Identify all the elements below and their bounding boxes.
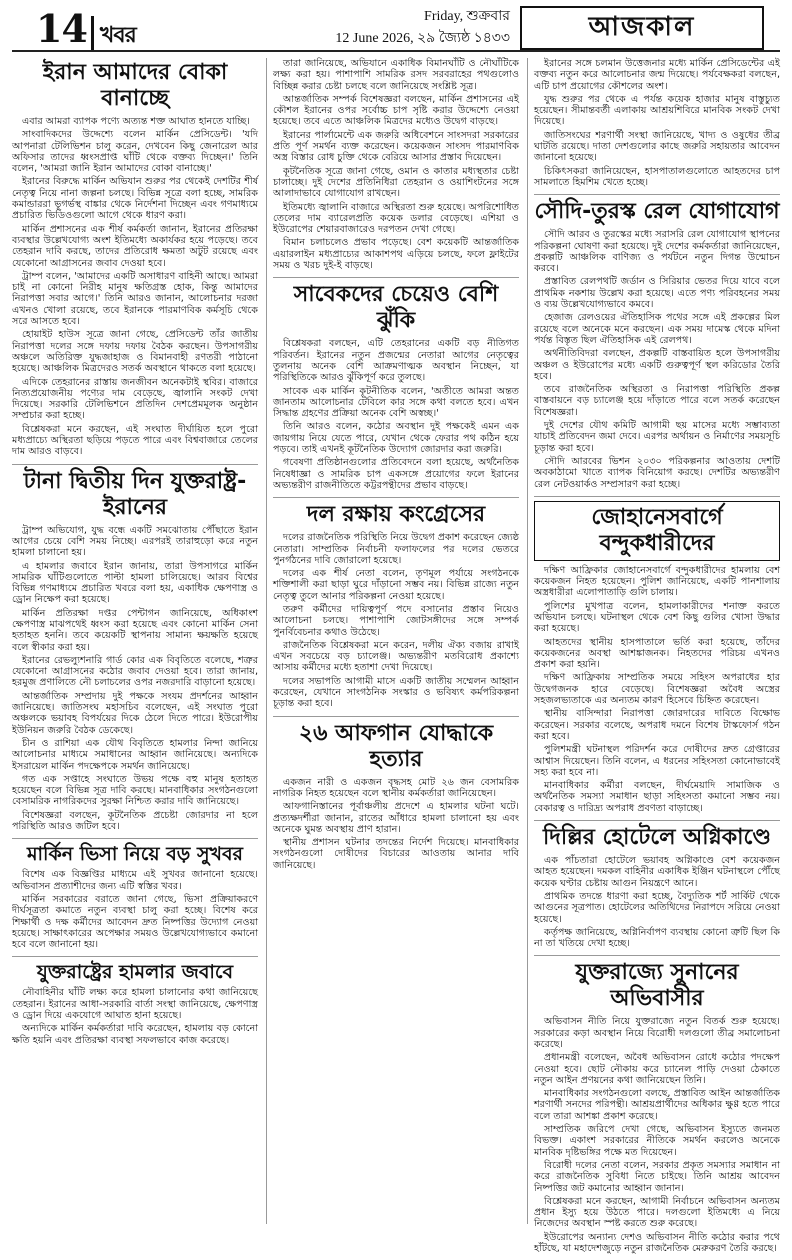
paragraph: বিমান চলাচলেও প্রভাব পড়েছে। বেশ কয়েকটি আন্তর্জাতিক এয়ারলাইন মধ্যপ্রাচ্যের আকাশপথ এড়িয়ে চলছে, ফলে ফ্লাইটের সময় ও খরচ দুই-ই বাড়ছে।	[273, 237, 519, 272]
article-continued	[534, 58, 780, 195]
headline: টানা দ্বিতীয় দিন যুক্তরাষ্ট্র-ইরানের	[23, 468, 247, 520]
page-number-block	[36, 6, 136, 55]
headline: দল রক্ষায় কংগ্রেসের	[306, 502, 486, 528]
article-delhi	[534, 825, 780, 956]
paragraph: গত এক সপ্তাহে সংঘাতে উভয় পক্ষে বহু মানুষ হতাহত হয়েছেন বলে বিভিন্ন সূত্র দাবি করছে। মানবাধিকার সংগঠনগুলো বেসামরিক নাগরিকদের সুরক্ষা নিশ্চিত করার দাবি জানিয়েছে।	[12, 773, 258, 808]
date-label: 12 June 2026, ২৯ জ্যৈষ্ঠ ১৪৩৩	[335, 31, 510, 46]
article-sabek	[273, 282, 519, 498]
column-1	[12, 58, 258, 1224]
column-3	[527, 58, 780, 1255]
paragraph: পুলিশের মুখপাত্র বলেন, হামলাকারীদের শনাক্ত করতে অভিযান চলছে। ঘটনাস্থল থেকে বেশ কিছু গুলির খোসা উদ্ধার করা হয়েছে।	[534, 600, 780, 635]
section-name: খবর	[99, 22, 136, 48]
paragraph: ইউরোপের অন্যান্য দেশও অভিবাসন নীতি কঠোর করার পথে হাঁটছে, যা মহাদেশজুড়ে নতুন রাজনৈতিক মেরুকরণ তৈরি করছে।	[534, 1231, 780, 1255]
masthead	[12, 0, 780, 52]
paragraph: বিশ্লেষকরা মনে করছেন, এই সংঘাত দীর্ঘায়িত হলে পুরো মধ্যপ্রাচ্যে অস্থিরতা ছড়িয়ে পড়তে পারে এবং বিশ্ববাজারে তেলের দাম আরও বাড়বে।	[12, 423, 258, 458]
paragraph: তরুণ কর্মীদের দায়িত্বপূর্ণ পদে বসানোর প্রস্তাব নিয়েও আলোচনা চলছে। পাশাপাশি জোটসঙ্গীদের সঙ্গে সম্পর্ক পুনর্বিবেচনার কথাও উঠেছে।	[273, 603, 519, 638]
paragraph: আন্তর্জাতিক সম্পর্ক বিশেষজ্ঞরা বলছেন, মার্কিন প্রশাসনের এই কৌশল ইরানের ওপর সর্বোচ্চ চাপ সৃষ্টি করার উদ্দেশ্যে নেওয়া হয়েছে। তবে এতে আঞ্চলিক মিত্রদের মধ্যেও উদ্বেগ বাড়ছে।	[273, 93, 519, 128]
paragraph: আন্তর্জাতিক সম্প্রদায় দুই পক্ষকে সংযম প্রদর্শনের আহ্বান জানিয়েছে। জাতিসংঘ মহাসচিব বলেছেন, এই সংঘাত পুরো অঞ্চলকে ভয়াবহ বিপর্যয়ের দিকে ঠেলে দিতে পারে। ইউরোপীয় ইউনিয়ন জরুরি বৈঠক ডেকেছে।	[12, 690, 258, 736]
article-tana	[12, 469, 258, 840]
paragraph: সাম্প্রতিক জরিপে দেখা গেছে, অভিবাসন ইস্যুতে জনমত বিভক্ত। একাংশ সরকারের নীতিকে সমর্থন করলেও অনেকে মানবিক দৃষ্টিভঙ্গির পক্ষে মত দিয়েছেন।	[534, 1124, 780, 1158]
paragraph: ট্রাম্প বলেন, 'আমাদের একটি অসাধারণ বাহিনী আছে। আমরা চাই না কোনো নিরীহ মানুষ ক্ষতিগ্রস্ত হোক, কিন্তু আমাদের নিরাপত্তা সবার আগে।' তিনি আরও জানান, আলোচনার দরজা এখনও খোলা রয়েছে, তবে ইরানকে পারমাণবিক কর্মসূচি থেকে সরে আসতে হবে।	[12, 270, 258, 328]
column-2	[266, 58, 519, 1224]
paragraph: চীন ও রাশিয়া এক যৌথ বিবৃতিতে হামলার নিন্দা জানিয়ে আলোচনার মাধ্যমে সমাধানের আহ্বান জানিয়েছে। অন্যদিকে ইসরায়েল মার্কিন পদক্ষেপকে সমর্থন জানিয়েছে।	[12, 737, 258, 772]
paragraph: অর্থনীতিবিদরা বলছেন, প্রকল্পটি বাস্তবায়িত হলে উপসাগরীয় অঞ্চল ও ইউরোপের মধ্যে একটি গুরুত্বপূর্ণ স্থল করিডোর তৈরি হবে।	[534, 348, 780, 382]
paragraph: যুদ্ধ শুরুর পর থেকে এ পর্যন্ত কয়েক হাজার মানুষ বাস্তুচ্যুত হয়েছেন। সীমান্তবর্তী এলাকায় আশ্রয়শিবিরে মানবিক সংকট দেখা দিয়েছে।	[534, 93, 780, 128]
headline: দিল্লির হোটেলে অগ্নিকাণ্ডে	[543, 825, 771, 851]
paragraph: বিশেষজ্ঞরা বলছেন, কূটনৈতিক প্রচেষ্টা জোরদার না হলে পরিস্থিতি আরও জটিল হবে।	[12, 809, 258, 833]
columns	[12, 52, 780, 1255]
paragraph: প্রস্তাবিত রেলপথটি জর্ডান ও সিরিয়ার ভেতর দিয়ে যাবে বলে প্রাথমিক নকশায় উল্লেখ করা হয়েছে। এতে পণ্য পরিবহনের সময় ও ব্যয় উল্লেখযোগ্যভাবে কমবে।	[534, 276, 780, 311]
headline: যুক্তরাষ্ট্রের হামলার জবাবে	[36, 961, 234, 984]
dateline	[335, 6, 510, 50]
paragraph: মার্কিন প্রতিরক্ষা দপ্তর পেন্টাগন জানিয়েছে, অধিকাংশ ক্ষেপণাস্ত্র মাঝপথেই ধ্বংস করা হয়েছে এবং কোনো মার্কিন সেনা হতাহত হননি। তবে কয়েকটি স্থাপনায় সামান্য ক্ষয়ক্ষতি হয়েছে বলে স্বীকার করা হয়।	[12, 607, 258, 653]
paragraph: দক্ষিণ আফ্রিকার জোহানেসবার্গে বন্দুকধারীদের হামলায় বেশ কয়েকজন নিহত হয়েছেন। পুলিশ জানিয়েছে, একটি পানশালায় অস্ত্রধারীরা এলোপাতাড়ি গুলি চালায়।	[534, 564, 780, 599]
paragraph: ইরানের বিরুদ্ধে মার্কিন অভিযান শুরুর পর থেকেই দেশটির শীর্ষ নেতৃত্ব নিয়ে নানা জল্পনা চলছে। বিভিন্ন সূত্রে বলা হচ্ছে, সামরিক কমান্ডাররা ভূগর্ভস্থ বাঙ্কার থেকে নির্দেশনা দিচ্ছেন এবং গণমাধ্যমে প্রচারিত ভিডিওগুলো আগে থেকে ধারণ করা।	[12, 176, 258, 222]
paragraph: তারা জানিয়েছে, অভিযানে একাধিক বিমানঘাঁটি ও নৌঘাঁটিকে লক্ষ্য করা হয়। পাশাপাশি সামরিক রসদ সরবরাহের পথগুলোও বিচ্ছিন্ন করার চেষ্টা চলছে বলে জানিয়েছে সংশ্লিষ্ট সূত্র।	[273, 58, 519, 92]
paragraph: চিকিৎসকরা জানিয়েছেন, হাসপাতালগুলোতে আহতদের চাপ সামলাতে হিমশিম খেতে হচ্ছে।	[534, 165, 780, 188]
paragraph: রাজনৈতিক বিশ্লেষকরা মনে করেন, দলীয় ঐক্য বজায় রাখাই এখন সবচেয়ে বড় চ্যালেঞ্জ। অভ্যন্তরীণ মতবিরোধ প্রকাশ্যে আসায় কর্মীদের মধ্যে হতাশা দেখা দিয়েছে।	[273, 639, 519, 674]
article-rail	[534, 199, 780, 497]
paragraph: এদিকে তেহরানের রাস্তায় জনজীবন অনেকটাই স্থবির। বাজারে নিত্যপ্রয়োজনীয় পণ্যের দাম বেড়েছে, জ্বালানি সংকট দেখা দিয়েছে। সরকারি টেলিভিশনে প্রতিদিন দেশপ্রেমমূলক অনুষ্ঠান সম্প্রচার করা হচ্ছে।	[12, 376, 258, 422]
article-johannesburg	[534, 501, 780, 821]
paragraph: আহতদের স্থানীয় হাসপাতালে ভর্তি করা হয়েছে, তাঁদের কয়েকজনের অবস্থা আশঙ্কাজনক। নিহতদের পরিচয় এখনও প্রকাশ করা হয়নি।	[534, 636, 780, 671]
paragraph: মার্কিন প্রশাসনের এক শীর্ষ কর্মকর্তা জানান, ইরানের প্রতিরক্ষা ব্যবস্থার উল্লেখযোগ্য অংশ ইতিমধ্যে অকার্যকর হয়ে পড়েছে। তবে তেহরান দাবি করছে, তাদের প্রতিরোধ ক্ষমতা অটুট রয়েছে এবং যেকোনো আগ্রাসনের জবাব দেওয়া হবে।	[12, 223, 258, 269]
paragraph: কূটনৈতিক সূত্রে জানা গেছে, ওমান ও কাতার মধ্যস্থতার চেষ্টা চালাচ্ছে। দুই দেশের প্রতিনিধিরা তেহরান ও ওয়াশিংটনের সঙ্গে আলাদাভাবে যোগাযোগ রাখছেন।	[273, 165, 519, 200]
paragraph: বিরোধী দলের নেতা বলেন, সরকার প্রকৃত সমস্যার সমাধান না করে রাজনৈতিক সুবিধা নিতে চাইছে। তিনি আশ্রয় আবেদন নিষ্পত্তির জট কমানোর আহ্বান জানান।	[534, 1159, 780, 1194]
paragraph: ইরানের রেভল্যুশনারি গার্ড কোর এক বিবৃতিতে বলেছে, শত্রুর যেকোনো আগ্রাসনের কঠোর জবাব দেওয়া হবে। তারা জানায়, হরমুজ প্রণালিতে নৌ চলাচলের ওপর নজরদারি বাড়ানো হয়েছে।	[12, 654, 258, 689]
paragraph: দলের সভাপতি আগামী মাসে একটি জাতীয় সম্মেলন আহ্বান করেছেন, যেখানে সাংগঠনিক সংস্কার ও ভবিষ্যৎ কর্মপরিকল্পনা চূড়ান্ত করা হবে।	[273, 675, 519, 710]
paragraph: মানবাধিকার সংগঠনগুলো বলছে, প্রস্তাবিত আইন আন্তর্জাতিক শরণার্থী সনদের পরিপন্থী। আশ্রয়প্রার্থীদের অধিকার ক্ষুণ্ণ হতে পারে বলে তারা আশঙ্কা প্রকাশ করেছে।	[534, 1088, 780, 1122]
paragraph: এক পাঁচতারা হোটেলে ভয়াবহ অগ্নিকাণ্ডে বেশ কয়েকজন আহত হয়েছেন। দমকল বাহিনীর একাধিক ইঞ্জিন ঘটনাস্থলে পৌঁছে কয়েক ঘণ্টার চেষ্টায় আগুন নিয়ন্ত্রণে আনে।	[534, 855, 780, 889]
paragraph: অন্যদিকে মার্কিন কর্মকর্তারা দাবি করেছেন, হামলায় বড় কোনো ক্ষতি হয়নি এবং প্রতিরক্ষা ব্যবস্থা সফলভাবে কাজ করেছে।	[12, 1023, 258, 1046]
paragraph: ইরানের সঙ্গে চলমান উত্তেজনার মধ্যে মার্কিন প্রেসিডেন্টের এই বক্তব্য নতুন করে আলোচনার জন্ম দিয়েছে। পর্যবেক্ষকরা বলছেন, এটি চাপ প্রয়োগের কৌশলের অংশ।	[534, 58, 780, 92]
paragraph: স্থানীয় প্রশাসন ঘটনার তদন্তের নির্দেশ দিয়েছে। মানবাধিকার সংগঠনগুলো দোষীদের বিচারের আওতায় আনার দাবি জানিয়েছে।	[273, 837, 519, 871]
headline: ২৬ আফগান যোদ্ধাকে হত্যার	[298, 720, 494, 772]
paragraph: জাতিসংঘের শরণার্থী সংস্থা জানিয়েছে, খাদ্য ও ওষুধের তীব্র ঘাটতি রয়েছে। দাতা দেশগুলোর কাছে জরুরি সহায়তার আবেদন জানানো হয়েছে।	[534, 129, 780, 164]
paragraph: বিশেষ এক বিজ্ঞপ্তির মাধ্যমে এই সুখবর জানানো হয়েছে। অভিবাসন প্রত্যাশীদের জন্য এটি স্বস্তির খবর।	[12, 869, 258, 892]
paragraph: অভিবাসন নীতি নিয়ে যুক্তরাজ্যে নতুন বিতর্ক শুরু হয়েছে। সরকারের কড়া অবস্থান নিয়ে বিরোধী দলগুলো তীব্র সমালোচনা করেছে।	[534, 1016, 780, 1050]
paragraph: সৌদি আরবের ভিশন ২০৩০ পরিকল্পনার আওতায় দেশটি অবকাঠামো খাতে ব্যাপক বিনিয়োগ করছে। দেশটির অভ্যন্তরীণ রেল নেটওয়ার্কও সম্প্রসারণ করা হচ্ছে।	[534, 455, 780, 490]
paragraph: হেজাজ রেলওয়ের ঐতিহাসিক পথের সঙ্গে এই প্রকল্পের মিল রয়েছে বলে অনেকে মনে করছেন। এক সময় দামেস্ক থেকে মদিনা পর্যন্ত বিস্তৃত ছিল ঐতিহাসিক এই রেলপথ।	[534, 312, 780, 346]
paragraph: নৌবাহিনীর ঘাঁটি লক্ষ্য করে হামলা চালানোর কথা জানিয়েছে তেহরান। ইরানের আধা-সরকারি বার্তা সংস্থা জানিয়েছে, ক্ষেপণাস্ত্র ও ড্রোন দিয়ে একযোগে আঘাত হানা হয়েছে।	[12, 987, 258, 1021]
paragraph: এ হামলার জবাবে ইরান জানায়, তারা উপসাগরে মার্কিন সামরিক ঘাঁটিগুলোতে পাল্টা হামলা চালিয়েছে। আরব বিশ্বের বিভিন্ন গণমাধ্যমে প্রচারিত খবরে বলা হয়, একাধিক ক্ষেপণাস্ত্র ও ড্রোন নিক্ষেপ করা হয়েছে।	[12, 560, 258, 606]
headline: সাবেকদের চেয়েও বেশি ঝুঁকি	[293, 282, 499, 334]
page-number: 14	[36, 6, 87, 51]
paragraph: স্থানীয় বাসিন্দারা নিরাপত্তা জোরদারের দাবিতে বিক্ষোভ করেছেন। সরকার বলেছে, অপরাধ দমনে বিশেষ টাস্কফোর্স গঠন করা হবে।	[534, 708, 780, 742]
article-visa	[12, 843, 258, 957]
newspaper-logo: আজকাল	[520, 6, 764, 50]
paragraph: দলের এক শীর্ষ নেতা বলেন, তৃণমূল পর্যায়ে সংগঠনকে শক্তিশালী করা ছাড়া ঘুরে দাঁড়ানো সম্ভব নয়। বিভিন্ন রাজ্যে নতুন নেতৃত্ব তুলে আনার পরিকল্পনা নেওয়া হয়েছে।	[273, 568, 519, 602]
headline: মার্কিন ভিসা নিয়ে বড় সুখবর	[26, 843, 244, 866]
paragraph: বিশ্লেষকরা বলছেন, এটি তেহরানের একটি বড় নীতিগত পরিবর্তন। ইরানের নতুন প্রজন্মের নেতারা আগের নেতৃত্বের তুলনায় অনেক বেশি আক্রমণাত্মক অবস্থান নিচ্ছেন, যা পরিস্থিতিকে আরও ঝুঁকিপূর্ণ করে তুলছে।	[273, 338, 519, 384]
paragraph: প্রাথমিক তদন্তে ধারণা করা হচ্ছে, বৈদ্যুতিক শর্ট সার্কিট থেকে আগুনের সূত্রপাত। হোটেলের অতিথিদের নিরাপদে সরিয়ে নেওয়া হয়েছে।	[534, 890, 780, 925]
headline: ইরান আমাদের বোকা বানাচ্ছে	[42, 60, 228, 111]
headline: সৌদি-তুরস্ক রেল যোগাযোগ	[534, 199, 780, 225]
paragraph: গবেষণা প্রতিষ্ঠানগুলোর প্রতিবেদনে বলা হয়েছে, অর্থনৈতিক নিষেধাজ্ঞা ও সামরিক চাপ একসঙ্গে প্রয়োগের ফলে ইরানের অভ্যন্তরীণ রাজনীতিতে কট্টরপন্থীদের প্রভাব বাড়ছে।	[273, 457, 519, 491]
article-jobab	[12, 961, 258, 1051]
paragraph: হোয়াইট হাউস সূত্রে জানা গেছে, প্রেসিডেন্ট তাঁর জাতীয় নিরাপত্তা দলের সঙ্গে দফায় দফায় বৈঠক করছেন। উপসাগরীয় অঞ্চলে অতিরিক্ত যুদ্ধজাহাজ ও বিমানবাহী রণতরী পাঠানো হয়েছে। আঞ্চলিক মিত্রদেরও সতর্ক অবস্থানে থাকতে বলা হয়েছে।	[12, 329, 258, 375]
masthead-divider	[91, 16, 94, 50]
paragraph: তিনি আরও বলেন, কঠোর অবস্থান দুই পক্ষকেই এমন এক জায়গায় নিয়ে যেতে পারে, যেখান থেকে ফেরার পথ কঠিন হয়ে পড়বে। তাই এখনই কূটনৈতিক উদ্যোগ জোরদার করা জরুরি।	[273, 421, 519, 456]
paragraph: দক্ষিণ আফ্রিকায় সাম্প্রতিক সময়ে সহিংস অপরাধের হার উদ্বেগজনক হারে বেড়েছে। বিশেষজ্ঞরা অবৈধ অস্ত্রের সহজলভ্যতাকে এর অন্যতম কারণ হিসেবে চিহ্নিত করেছেন।	[534, 672, 780, 707]
article-dol	[273, 502, 519, 716]
article-sunak	[534, 960, 780, 1260]
day-label: Friday, শুক্রবার	[424, 9, 510, 24]
article-continued	[273, 58, 519, 278]
article-afghan	[273, 721, 519, 877]
paragraph: সৌদি আরব ও তুরস্কের মধ্যে সরাসরি রেল যোগাযোগ স্থাপনের পরিকল্পনা ঘোষণা করা হয়েছে। দুই দেশের কর্মকর্তারা জানিয়েছেন, প্রকল্পটি আঞ্চলিক বাণিজ্য ও পর্যটনে নতুন দিগন্ত উন্মোচন করবে।	[534, 229, 780, 275]
paragraph: পুলিশমন্ত্রী ঘটনাস্থল পরিদর্শন করে দোষীদের দ্রুত গ্রেপ্তারের আশ্বাস দিয়েছেন। তিনি বলেন, এ ধরনের সহিংসতা কোনোভাবেই সহ্য করা হবে না।	[534, 744, 780, 778]
headline: যুক্তরাজ্যে সুনানের অভিবাসীর	[575, 960, 739, 1012]
paragraph: আফগানিস্তানের পূর্বাঞ্চলীয় প্রদেশে এ হামলার ঘটনা ঘটে। প্রত্যক্ষদর্শীরা জানান, রাতের আঁধারে হামলা চালানো হয় এবং অনেকে ঘুমন্ত অবস্থায় প্রাণ হারান।	[273, 801, 519, 835]
paragraph: কর্তৃপক্ষ জানিয়েছে, অগ্নিনির্বাপণ ব্যবস্থায় কোনো ত্রুটি ছিল কি না তা খতিয়ে দেখা হচ্ছে।	[534, 926, 780, 950]
paragraph: ইরানের পার্লামেন্টে এক জরুরি অধিবেশনে সাংসদরা সরকারের প্রতি পূর্ণ সমর্থন ব্যক্ত করেছেন। কয়েকজন সাংসদ পারমাণবিক অস্ত্র বিস্তার রোধ চুক্তি থেকে বেরিয়ে আসার প্রস্তাব দিয়েছেন।	[273, 129, 519, 164]
paragraph: মার্কিন সরকারের বরাতে জানা গেছে, ভিসা প্রক্রিয়াকরণে দীর্ঘসূত্রতা কমাতে নতুন ব্যবস্থা চালু করা হচ্ছে। বিশেষ করে শিক্ষার্থী ও দক্ষ কর্মীদের আবেদন দ্রুত নিষ্পত্তির উদ্যোগ নেওয়া হয়েছে। সাক্ষাৎকারের অপেক্ষার সময়ও উল্লেখযোগ্যভাবে কমানো হবে বলে জানানো হয়।	[12, 893, 258, 951]
paragraph: মানবাধিকার কর্মীরা বলছেন, দীর্ঘমেয়াদি সামাজিক ও অর্থনৈতিক সমস্যা সমাধান ছাড়া সহিংসতা কমানো সম্ভব নয়। বেকারত্ব ও দারিদ্র্য অপরাধ প্রবণতা বাড়াচ্ছে।	[534, 780, 780, 814]
paragraph: সাবেক এক মার্কিন কূটনীতিক বলেন, 'অতীতে আমরা অন্তত জানতাম আলোচনার টেবিলে কার সঙ্গে কথা বলতে হবে। এখন সিদ্ধান্ত গ্রহণের প্রক্রিয়া অনেক বেশি অস্বচ্ছ।'	[273, 385, 519, 420]
paragraph: প্রধানমন্ত্রী বলেছেন, অবৈধ অভিবাসন রোধে কঠোর পদক্ষেপ নেওয়া হবে। ছোট নৌকায় করে চ্যানেল পাড়ি দেওয়া ঠেকাতে নতুন আইন প্রণয়নের কথা জানিয়েছেন তিনি।	[534, 1052, 780, 1086]
paragraph: ট্রাম্প অভিযোগ, যুদ্ধ বন্ধে একটি সমঝোতায় পৌঁছাতে ইরান আগের চেয়ে বেশি সময় নিচ্ছে। এরপরই তারাহুড়ো করে নতুন হামলা চালানো হয়।	[12, 524, 258, 559]
article-iran-bokha	[12, 60, 258, 465]
paragraph: সাংবাদিকদের উদ্দেশ্যে বলেন মার্কিন প্রেসিডেন্ট। 'যদি আপনারা টেলিভিশন চালু করেন, দেখবেন কিছু জেনারেল আর অফিসার তাদের ধ্বংসপ্রাপ্ত ঘাঁটি থেকে বক্তব্য দিচ্ছেন।' তিনি বলেন, 'আমরা জানি ইরান আমাদের বোকা বানাচ্ছে।'	[12, 129, 258, 175]
paragraph: দুই দেশের যৌথ কমিটি আগামী ছয় মাসের মধ্যে সম্ভাব্যতা যাচাই প্রতিবেদন জমা দেবে। এরপর অর্থায়ন ও নির্মাণের সময়সূচি চূড়ান্ত করা হবে।	[534, 420, 780, 454]
paragraph: বিশ্লেষকরা মনে করছেন, আগামী নির্বাচনে অভিবাসন অন্যতম প্রধান ইস্যু হয়ে উঠতে পারে। দলগুলো ইতিমধ্যে এ নিয়ে নিজেদের অবস্থান স্পষ্ট করতে শুরু করেছে।	[534, 1195, 780, 1230]
paragraph: ইতিমধ্যে জ্বালানি বাজারে অস্থিরতা শুরু হয়েছে। অপরিশোধিত তেলের দাম ব্যারেলপ্রতি কয়েক ডলার বেড়েছে। এশিয়া ও ইউরোপের শেয়ারবাজারেও দরপতন দেখা গেছে।	[273, 201, 519, 236]
paragraph: একজন নারী ও একজন বৃদ্ধসহ মোট ২৬ জন বেসামরিক নাগরিক নিহত হয়েছেন বলে স্থানীয় কর্মকর্তারা জানিয়েছেন।	[273, 776, 519, 799]
paragraph: দলের রাজনৈতিক পরিস্থিতি নিয়ে উদ্বেগ প্রকাশ করেছেন জ্যেষ্ঠ নেতারা। সাম্প্রতিক নির্বাচনী ফলাফলের পর দলের ভেতরে পুনর্গঠনের দাবি জোরালো হয়েছে।	[273, 532, 519, 566]
paragraph: তবে রাজনৈতিক অস্থিরতা ও নিরাপত্তা পরিস্থিতি প্রকল্প বাস্তবায়নে বড় চ্যালেঞ্জ হয়ে দাঁড়াতে পারে বলে সতর্ক করেছেন বিশেষজ্ঞরা।	[534, 384, 780, 418]
headline: জোহানেসবার্গে বন্দুকধারীদের	[534, 501, 780, 561]
paragraph: এবার আমরা ব্যাপক পণ্যে অত্যন্ত শক্ত আঘাত হানতে যাচ্ছি।	[22, 116, 250, 127]
